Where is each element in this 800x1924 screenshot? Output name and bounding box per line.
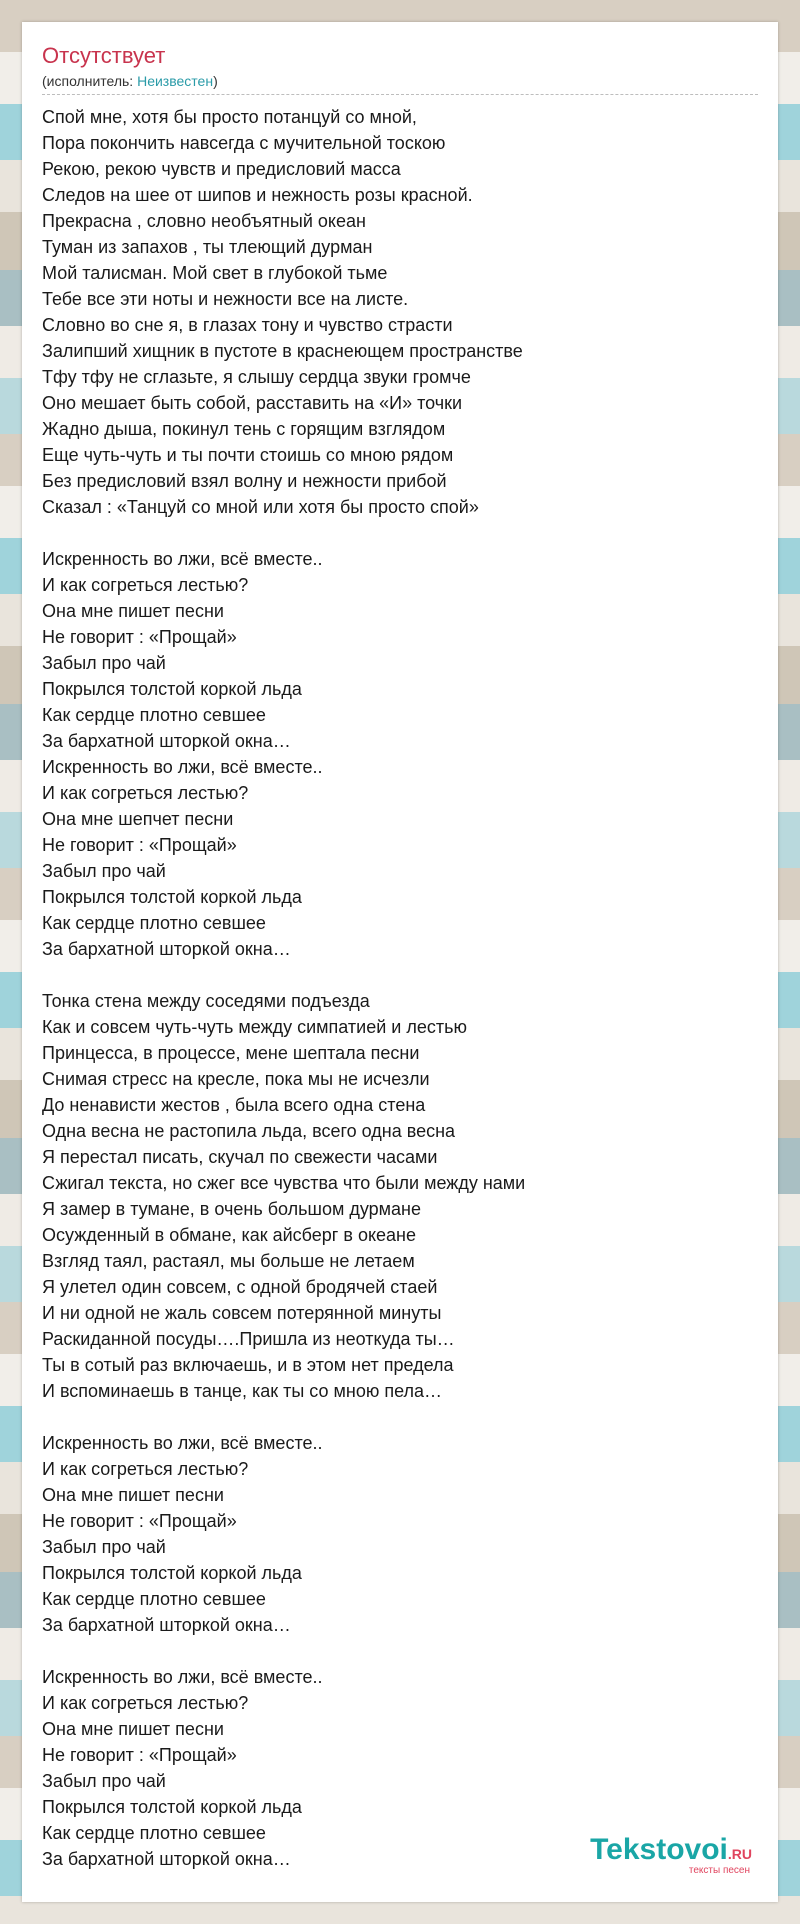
lyrics-line: Я перестал писать, скучал по свежести часами xyxy=(42,1147,438,1167)
lyrics-line: Оно мешает быть собой, расставить на «И» точки xyxy=(42,393,463,413)
lyrics-line: Я улетел один совсем, с одной бродячей стаей xyxy=(42,1277,438,1297)
lyrics-line: Одна весна не растопила льда, всего одна весна xyxy=(42,1121,456,1141)
artist-prefix: (исполнитель: xyxy=(42,73,138,89)
lyrics-line: Залипший хищник в пустоте в краснеющем пространстве xyxy=(42,341,523,361)
lyrics-line: Забыл про чай xyxy=(42,861,166,881)
lyrics-line: Не говорит : «Прощай» xyxy=(42,835,237,855)
lyrics-line: Следов на шее от шипов и нежность розы красной. xyxy=(42,185,473,205)
lyrics-line: Туман из запахов , ты тлеющий дурман xyxy=(42,237,373,257)
lyrics-line: Покрылся толстой коркой льда xyxy=(42,887,302,907)
lyrics-line: Не говорит : «Прощай» xyxy=(42,627,237,647)
header-divider xyxy=(42,94,758,95)
lyrics-stanza xyxy=(42,1430,758,1638)
lyrics-line: Она мне пишет песни xyxy=(42,1719,224,1739)
lyrics-line: Она мне шепчет песни xyxy=(42,809,234,829)
lyrics-line: Забыл про чай xyxy=(42,1537,166,1557)
lyrics-line: Пора покончить навсегда с мучительной тоскою xyxy=(42,133,446,153)
lyrics-line: Покрылся толстой коркой льда xyxy=(42,1797,302,1817)
lyrics-line: За бархатной шторкой окна… xyxy=(42,731,291,751)
page-sheet xyxy=(22,22,778,1902)
logo-tagline: тексты песен xyxy=(688,1865,750,1876)
lyrics-line: Как сердце плотно севшее xyxy=(42,705,266,725)
lyrics-line: Раскиданной посуды….Пришла из неоткуда ты… xyxy=(42,1329,455,1349)
lyrics-line: Не говорит : «Прощай» xyxy=(42,1745,237,1765)
lyrics-line: За бархатной шторкой окна… xyxy=(42,1615,291,1635)
song-title: Отсутствует xyxy=(42,43,166,68)
lyrics-line: Словно во сне я, в глазах тону и чувство страсти xyxy=(42,315,453,335)
lyrics-line: Снимая стресс на кресле, пока мы не исчезли xyxy=(42,1069,430,1089)
lyrics-body xyxy=(42,104,758,1898)
song-header xyxy=(42,42,758,95)
lyrics-line: Прекрасна , словно необъятный океан xyxy=(42,211,366,231)
lyrics-line: Забыл про чай xyxy=(42,1771,166,1791)
lyrics-line: Спой мне, хотя бы просто потанцуй со мной, xyxy=(42,107,417,127)
lyrics-line: Забыл про чай xyxy=(42,653,166,673)
lyrics-line: И вспоминаешь в танце, как ты со мною пела… xyxy=(42,1381,442,1401)
site-logo[interactable] xyxy=(590,1834,752,1876)
lyrics-line: Она мне пишет песни xyxy=(42,601,224,621)
lyrics-line: Тонка стена между соседями подъезда xyxy=(42,991,370,1011)
lyrics-stanza xyxy=(42,104,758,520)
artist-line xyxy=(42,72,758,90)
artist-link[interactable]: Неизвестен xyxy=(137,73,214,89)
artist-suffix: ) xyxy=(213,73,218,89)
lyrics-line: Без предисловий взял волну и нежности прибой xyxy=(42,471,447,491)
lyrics-line: И ни одной не жаль совсем потерянной минуты xyxy=(42,1303,442,1323)
lyrics-line: Сжигал текста, но сжег все чувства что были между нами xyxy=(42,1173,526,1193)
lyrics-line: И как согреться лестью? xyxy=(42,1459,249,1479)
logo-wordmark: Tekstovoi xyxy=(590,1833,728,1866)
lyrics-line: Искренность во лжи, всё вместе.. xyxy=(42,549,323,569)
lyrics-line: Искренность во лжи, всё вместе.. xyxy=(42,1433,323,1453)
lyrics-line: И как согреться лестью? xyxy=(42,1693,249,1713)
lyrics-line: Еще чуть-чуть и ты почти стоишь со мною рядом xyxy=(42,445,454,465)
lyrics-line: Как и совсем чуть-чуть между симпатией и лестью xyxy=(42,1017,467,1037)
lyrics-line: Тфу тфу не сглазьте, я слышу сердца звуки громче xyxy=(42,367,471,387)
lyrics-stanza xyxy=(42,546,758,962)
logo-tld: .RU xyxy=(727,1846,752,1862)
lyrics-line: Я замер в тумане, в очень большом дурмане xyxy=(42,1199,421,1219)
lyrics-line: Она мне пишет песни xyxy=(42,1485,224,1505)
lyrics-line: Сказал : «Танцуй со мной или хотя бы просто спой» xyxy=(42,497,479,517)
lyrics-line: До ненависти жестов , была всего одна стена xyxy=(42,1095,426,1115)
lyrics-line: Покрылся толстой коркой льда xyxy=(42,679,302,699)
lyrics-line: Тебе все эти ноты и нежности все на листе. xyxy=(42,289,409,309)
lyrics-line: И как согреться лестью? xyxy=(42,575,249,595)
lyrics-line: Искренность во лжи, всё вместе.. xyxy=(42,757,323,777)
lyrics-line: Рекою, рекою чувств и предисловий масса xyxy=(42,159,401,179)
lyrics-line: И как согреться лестью? xyxy=(42,783,249,803)
lyrics-line: Как сердце плотно севшее xyxy=(42,1823,266,1843)
lyrics-line: Не говорит : «Прощай» xyxy=(42,1511,237,1531)
lyrics-stanza xyxy=(42,988,758,1404)
lyrics-line: Как сердце плотно севшее xyxy=(42,1589,266,1609)
lyrics-line: Ты в сотый раз включаешь, и в этом нет предела xyxy=(42,1355,454,1375)
lyrics-line: Взгляд таял, растаял, мы больше не летаем xyxy=(42,1251,415,1271)
lyrics-line: Жадно дыша, покинул тень с горящим взглядом xyxy=(42,419,446,439)
lyrics-line: За бархатной шторкой окна… xyxy=(42,1849,291,1869)
lyrics-line: Искренность во лжи, всё вместе.. xyxy=(42,1667,323,1687)
lyrics-line: Осужденный в обмане, как айсберг в океане xyxy=(42,1225,417,1245)
lyrics-line: Покрылся толстой коркой льда xyxy=(42,1563,302,1583)
lyrics-line: Принцесса, в процессе, мене шептала песни xyxy=(42,1043,420,1063)
lyrics-line: Мой талисман. Мой свет в глубокой тьме xyxy=(42,263,388,283)
lyrics-line: Как сердце плотно севшее xyxy=(42,913,266,933)
lyrics-line: За бархатной шторкой окна… xyxy=(42,939,291,959)
